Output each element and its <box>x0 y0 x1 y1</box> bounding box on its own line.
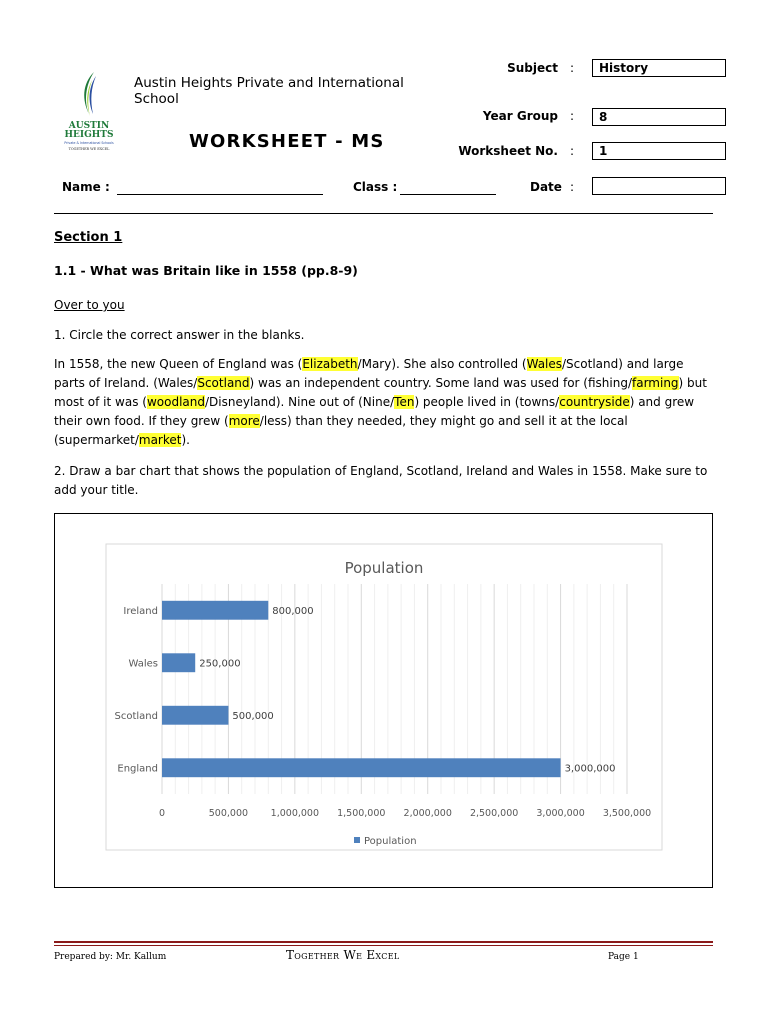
highlighted-answer: more <box>228 414 260 428</box>
paragraph-text: /Disneyland). Nine out of (Nine/ <box>204 395 395 409</box>
legend-swatch <box>354 837 360 843</box>
category-label: Scotland <box>114 710 158 722</box>
x-tick-label: 0 <box>158 808 166 819</box>
name-label: Name : <box>62 180 110 194</box>
category-label: Wales <box>128 658 158 670</box>
category-label: England <box>117 763 158 775</box>
bar-england <box>162 758 561 777</box>
bar-scotland <box>162 706 228 725</box>
footer-rule-thin <box>54 945 713 946</box>
highlighted-answer: Elizabeth <box>302 357 358 371</box>
paragraph-text: /less) than they needed, they might go and sell it at the local (supermarket/ <box>54 414 628 447</box>
population-bar-chart <box>55 514 711 886</box>
subject-colon: : <box>569 61 575 75</box>
school-name: Austin Heights Private and International School <box>134 75 404 107</box>
paragraph-text: ). <box>181 433 190 447</box>
x-tick-label: 1,500,000 <box>337 808 386 819</box>
subheading: 1.1 - What was Britain like in 1558 (pp.8-9) <box>54 263 358 278</box>
prepared-by: Prepared by: Mr. Kallum <box>54 952 167 962</box>
logo-line-3: Private & International Schools <box>64 141 114 145</box>
class-label: Class : <box>353 180 398 194</box>
chart-answer-box <box>54 513 713 888</box>
paragraph-text: /Mary). She also controlled ( <box>357 357 527 371</box>
highlighted-answer: farming <box>632 376 679 390</box>
logo-line-1: AUSTIN <box>68 121 110 131</box>
year-group-label: Year Group <box>482 109 558 123</box>
x-tick-label: 2,000,000 <box>403 808 452 819</box>
class-input-line[interactable] <box>400 194 496 195</box>
page-number: Page 1 <box>608 952 639 962</box>
x-tick-label: 2,500,000 <box>469 808 519 819</box>
question-2-instruction: 2. Draw a bar chart that shows the population of England, Scotland, Ireland and Wales in 1558. Make sure to add your title. <box>54 464 708 497</box>
year-group-colon: : <box>569 109 575 123</box>
subject-field[interactable]: History <box>592 59 726 77</box>
paragraph-text: ) people lived in (towns/ <box>414 395 560 409</box>
worksheet-title: WORKSHEET - MS <box>189 131 385 152</box>
logo-line-4: TOGETHER WE EXCEL <box>68 147 110 151</box>
highlighted-answer: Scotland <box>197 376 250 390</box>
highlighted-answer: woodland <box>146 395 205 409</box>
school-logo <box>56 70 122 156</box>
data-label: 250,000 <box>199 658 241 670</box>
bar-wales <box>162 653 195 672</box>
bar-ireland <box>162 601 268 620</box>
paragraph-text: ) was an independent country. Some land was used for (fishing/ <box>249 376 632 390</box>
x-tick-label: 500,000 <box>208 808 249 819</box>
data-label: 800,000 <box>272 605 314 617</box>
data-label: 3,000,000 <box>564 763 616 775</box>
paragraph-text: ) but most of it was ( <box>54 376 707 409</box>
date-label: Date <box>530 180 562 194</box>
name-input-line[interactable] <box>117 194 323 195</box>
footer-rule <box>54 941 713 943</box>
highlighted-answer: countryside <box>559 395 630 409</box>
category-label: Ireland <box>123 605 158 617</box>
date-field[interactable] <box>592 177 726 195</box>
paragraph-text: /Scotland) and large parts of Ireland. (Wales/ <box>54 357 684 390</box>
logo-line-2: HEIGHTS <box>64 130 114 140</box>
data-label: 500,000 <box>232 710 274 722</box>
x-tick-label: 3,500,000 <box>602 808 652 819</box>
highlighted-answer: Wales <box>526 357 563 371</box>
worksheet-no-colon: : <box>569 144 575 158</box>
highlighted-answer: market <box>138 433 182 447</box>
highlighted-answer: Ten <box>394 395 415 409</box>
answer-paragraph <box>54 355 718 450</box>
question-1-instruction: 1. Circle the correct answer in the blanks. <box>54 328 305 342</box>
year-group-field[interactable]: 8 <box>592 108 726 126</box>
over-to-you-heading: Over to you <box>54 298 125 312</box>
worksheet-no-field[interactable]: 1 <box>592 142 726 160</box>
chart-area <box>106 544 662 850</box>
x-tick-label: 3,000,000 <box>536 808 585 819</box>
x-tick-label: 1,000,000 <box>270 808 320 819</box>
section-title: Section 1 <box>54 230 123 245</box>
paragraph-text: ) and grew their own food. If they grew ( <box>54 395 695 428</box>
worksheet-no-label: Worksheet No. <box>458 144 558 158</box>
paragraph-text: In 1558, the new Queen of England was ( <box>54 357 303 371</box>
footer-motto: Together We Excel <box>286 948 400 962</box>
header-divider <box>54 213 713 214</box>
subject-label: Subject <box>507 61 558 75</box>
chart-title: Population <box>344 559 424 577</box>
legend-label: Population <box>364 836 417 847</box>
date-colon: : <box>569 180 575 194</box>
